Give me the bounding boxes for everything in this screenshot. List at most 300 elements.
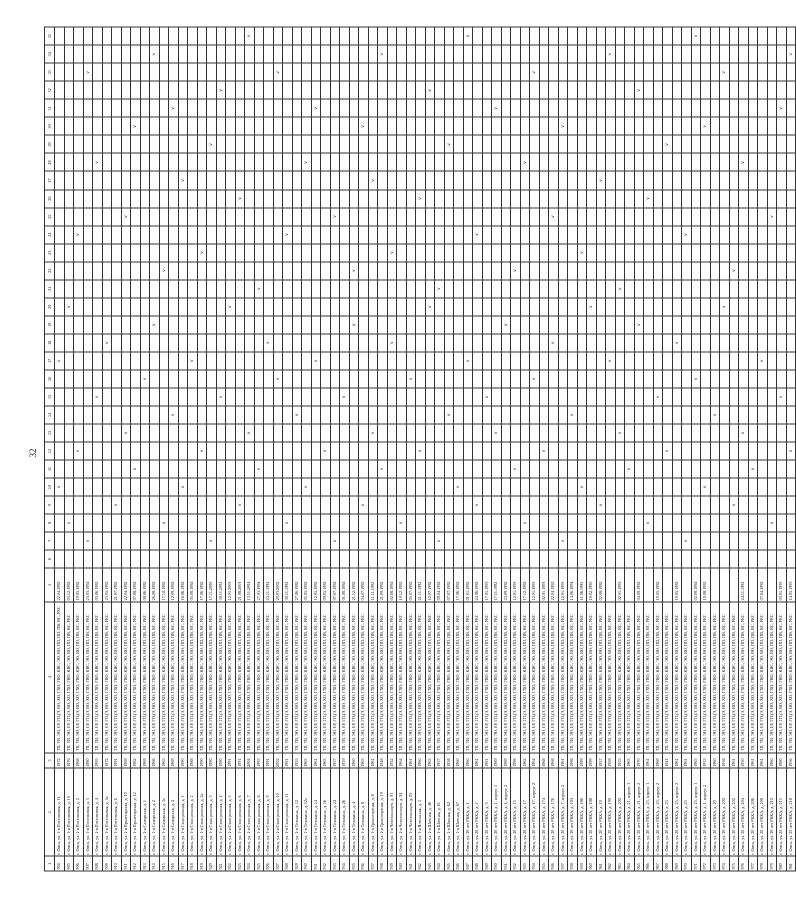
- empty-flag-cell: [672, 207, 682, 225]
- row-number-cell: 967: [653, 856, 663, 871]
- address-cell: г. Омск, ул. 20 лет РККА, д. 25, корпус 1: [691, 768, 701, 856]
- empty-flag-cell: [653, 207, 663, 225]
- empty-flag-cell: [539, 423, 549, 441]
- row-number-cell: 979: [767, 856, 777, 871]
- empty-flag-cell: [435, 423, 445, 441]
- empty-flag-cell: [606, 387, 616, 405]
- empty-flag-cell: [682, 189, 692, 207]
- empty-flag-cell: [758, 531, 768, 549]
- address-cell: г. Омск, ул. 1-я Самарская, д. 3а: [159, 768, 169, 856]
- empty-flag-cell: [387, 351, 397, 369]
- empty-flag-cell: [188, 171, 198, 189]
- check-mark: v: [644, 513, 654, 531]
- empty-flag-cell: [615, 63, 625, 81]
- empty-flag-cell: [197, 117, 207, 135]
- empty-flag-cell: [207, 81, 217, 99]
- column-header: 11: [45, 460, 55, 478]
- empty-flag-cell: [55, 279, 65, 297]
- empty-flag-cell: [245, 225, 255, 243]
- empty-flag-cell: [435, 27, 445, 45]
- empty-flag-cell: [64, 27, 74, 45]
- empty-flag-cell: [283, 405, 293, 423]
- systems-cell: ТП, ТВ, ЭО, ЕР, ГП,(Э, ВО, ХО, ГХО, ГВО, КВС, ЭО, ВО, ПП, ПВ, ВС, РКС: [691, 601, 701, 752]
- empty-flag-cell: [406, 207, 416, 225]
- empty-flag-cell: [644, 351, 654, 369]
- empty-flag-cell: [539, 351, 549, 369]
- column-header: 13: [45, 423, 55, 441]
- empty-flag-cell: [283, 153, 293, 171]
- empty-flag-cell: [511, 279, 521, 297]
- empty-flag-cell: [74, 369, 84, 387]
- empty-flag-cell: [330, 117, 340, 135]
- empty-flag-cell: [368, 225, 378, 243]
- empty-flag-cell: [311, 27, 321, 45]
- column-header: 14: [45, 405, 55, 423]
- empty-flag-cell: [511, 549, 521, 567]
- empty-flag-cell: [264, 496, 274, 514]
- empty-flag-cell: [520, 243, 530, 261]
- empty-flag-cell: [596, 315, 606, 333]
- empty-flag-cell: [606, 531, 616, 549]
- year-cell: 1957: [330, 752, 340, 768]
- empty-flag-cell: [321, 45, 331, 63]
- empty-flag-cell: [264, 351, 274, 369]
- empty-flag-cell: [178, 513, 188, 531]
- address-cell: г. Омск, ул. 20 лет РККА, д. 206: [748, 768, 758, 856]
- empty-flag-cell: [112, 45, 122, 63]
- empty-flag-cell: [663, 117, 673, 135]
- empty-flag-cell: [159, 496, 169, 514]
- check-mark: v: [606, 351, 616, 369]
- empty-flag-cell: [777, 405, 787, 423]
- table-row: [397, 27, 407, 871]
- empty-flag-cell: [387, 225, 397, 243]
- empty-flag-cell: [587, 496, 597, 514]
- empty-flag-cell: [264, 261, 274, 279]
- empty-flag-cell: [577, 333, 587, 351]
- empty-flag-cell: [159, 531, 169, 549]
- empty-flag-cell: [302, 27, 312, 45]
- empty-flag-cell: [634, 153, 644, 171]
- table-row: [150, 27, 160, 871]
- empty-flag-cell: [406, 423, 416, 441]
- empty-flag-cell: [473, 351, 483, 369]
- date-cell: 22.04.1992: [549, 567, 559, 601]
- empty-flag-cell: [131, 189, 141, 207]
- empty-flag-cell: [701, 297, 711, 315]
- systems-cell: ТП, ТВ, ЭО, ЕР, ГП,(Э, ВО, ХО, ГХО, ГВО, КВС, ЭО, ВО, ПП, ПВ, ВС, РКС: [549, 601, 559, 752]
- empty-flag-cell: [777, 261, 787, 279]
- empty-flag-cell: [188, 423, 198, 441]
- empty-flag-cell: [302, 261, 312, 279]
- empty-flag-cell: [501, 441, 511, 459]
- empty-flag-cell: [340, 117, 350, 135]
- year-cell: 1958: [720, 752, 730, 768]
- empty-flag-cell: [454, 387, 464, 405]
- empty-flag-cell: [568, 135, 578, 153]
- empty-flag-cell: [587, 27, 597, 45]
- empty-flag-cell: [188, 225, 198, 243]
- empty-flag-cell: [777, 45, 787, 63]
- empty-flag-cell: [653, 478, 663, 496]
- empty-flag-cell: [340, 63, 350, 81]
- empty-flag-cell: [311, 81, 321, 99]
- empty-flag-cell: [83, 478, 93, 496]
- empty-flag-cell: [397, 423, 407, 441]
- table-row: [501, 27, 511, 871]
- column-header: 19: [45, 315, 55, 333]
- empty-flag-cell: [549, 45, 559, 63]
- empty-flag-cell: [121, 441, 131, 459]
- empty-flag-cell: [691, 549, 701, 567]
- empty-flag-cell: [587, 207, 597, 225]
- empty-flag-cell: [444, 171, 454, 189]
- empty-flag-cell: [292, 531, 302, 549]
- empty-flag-cell: [254, 261, 264, 279]
- empty-flag-cell: [55, 405, 65, 423]
- empty-flag-cell: [159, 351, 169, 369]
- empty-flag-cell: [112, 117, 122, 135]
- year-cell: 1990: [216, 752, 226, 768]
- empty-flag-cell: [226, 189, 236, 207]
- empty-flag-cell: [387, 441, 397, 459]
- empty-flag-cell: [739, 135, 749, 153]
- empty-flag-cell: [55, 63, 65, 81]
- empty-flag-cell: [378, 135, 388, 153]
- empty-flag-cell: [349, 531, 359, 549]
- check-mark: v: [663, 441, 673, 459]
- date-cell: 07.07.1992: [444, 567, 454, 601]
- empty-flag-cell: [102, 279, 112, 297]
- empty-flag-cell: [55, 243, 65, 261]
- check-mark: v: [615, 279, 625, 297]
- column-header: 32: [45, 81, 55, 99]
- empty-flag-cell: [748, 351, 758, 369]
- address-cell: г. Омск, ул. 20 лет РККА, д. 19: [596, 768, 606, 856]
- empty-flag-cell: [492, 369, 502, 387]
- empty-flag-cell: [321, 549, 331, 567]
- empty-flag-cell: [539, 261, 549, 279]
- date-cell: [663, 567, 673, 601]
- empty-flag-cell: [359, 441, 369, 459]
- empty-flag-cell: [245, 297, 255, 315]
- empty-flag-cell: [197, 279, 207, 297]
- empty-flag-cell: [653, 153, 663, 171]
- empty-flag-cell: [397, 117, 407, 135]
- empty-flag-cell: [197, 81, 207, 99]
- empty-flag-cell: [330, 387, 340, 405]
- empty-flag-cell: [587, 135, 597, 153]
- empty-flag-cell: [169, 478, 179, 496]
- empty-flag-cell: [435, 549, 445, 567]
- empty-flag-cell: [387, 207, 397, 225]
- row-number-cell: 925: [254, 856, 264, 871]
- empty-flag-cell: [615, 135, 625, 153]
- empty-flag-cell: [368, 63, 378, 81]
- empty-flag-cell: [254, 297, 264, 315]
- empty-flag-cell: [64, 189, 74, 207]
- empty-flag-cell: [492, 261, 502, 279]
- empty-flag-cell: [786, 387, 796, 405]
- empty-flag-cell: [568, 279, 578, 297]
- empty-flag-cell: [558, 189, 568, 207]
- empty-flag-cell: [644, 333, 654, 351]
- empty-flag-cell: [349, 405, 359, 423]
- empty-flag-cell: [739, 405, 749, 423]
- empty-flag-cell: [112, 478, 122, 496]
- address-cell: г. Омск, ул. 1-я Тельмана, д. 8: [359, 768, 369, 856]
- empty-flag-cell: [140, 135, 150, 153]
- empty-flag-cell: [273, 478, 283, 496]
- empty-flag-cell: [93, 297, 103, 315]
- empty-flag-cell: [729, 279, 739, 297]
- table-row: [321, 27, 331, 871]
- check-mark: v: [701, 117, 711, 135]
- empty-flag-cell: [397, 153, 407, 171]
- systems-cell: ТП, ТВ, ЭО, ЕР, ГП,(Э, ВО, ХО, ГХО, ГВО, КВС, ЭО, ВО, ПП, ПВ, ВС, РКС: [501, 601, 511, 752]
- empty-flag-cell: [197, 297, 207, 315]
- column-header: 30: [45, 117, 55, 135]
- empty-flag-cell: [283, 369, 293, 387]
- empty-flag-cell: [340, 441, 350, 459]
- empty-flag-cell: [625, 243, 635, 261]
- empty-flag-cell: [454, 460, 464, 478]
- row-number-cell: 935: [349, 856, 359, 871]
- empty-flag-cell: [444, 441, 454, 459]
- check-mark: v: [169, 405, 179, 423]
- empty-flag-cell: [625, 478, 635, 496]
- empty-flag-cell: [416, 171, 426, 189]
- date-cell: 02.01.1993: [615, 567, 625, 601]
- empty-flag-cell: [530, 478, 540, 496]
- empty-flag-cell: [672, 27, 682, 45]
- date-cell: 22.04.1992: [121, 567, 131, 601]
- empty-flag-cell: [710, 369, 720, 387]
- table-row: [406, 27, 416, 871]
- empty-flag-cell: [729, 99, 739, 117]
- empty-flag-cell: [748, 333, 758, 351]
- row-number-cell: 916: [169, 856, 179, 871]
- empty-flag-cell: [767, 496, 777, 514]
- empty-flag-cell: [245, 369, 255, 387]
- empty-flag-cell: [302, 549, 312, 567]
- check-mark: v: [767, 513, 777, 531]
- empty-flag-cell: [235, 63, 245, 81]
- date-cell: 17.01.1993: [482, 567, 492, 601]
- systems-cell: ТП, ТВ, ЭО, ЕР, ГП,(Э, ВО, ХО, ГХО, ГВО, КВС, ЭО, ВО, ПП, ПВ, ВС, РКС: [226, 601, 236, 752]
- empty-flag-cell: [245, 513, 255, 531]
- empty-flag-cell: [321, 27, 331, 45]
- empty-flag-cell: [150, 441, 160, 459]
- empty-flag-cell: [378, 531, 388, 549]
- empty-flag-cell: [311, 189, 321, 207]
- empty-flag-cell: [653, 496, 663, 514]
- empty-flag-cell: [596, 189, 606, 207]
- empty-flag-cell: [539, 531, 549, 549]
- empty-flag-cell: [226, 63, 236, 81]
- year-cell: 2002: [273, 752, 283, 768]
- empty-flag-cell: [235, 351, 245, 369]
- empty-flag-cell: [264, 531, 274, 549]
- year-cell: 1968: [74, 752, 84, 768]
- table-row: [83, 27, 93, 871]
- empty-flag-cell: [482, 297, 492, 315]
- empty-flag-cell: [150, 531, 160, 549]
- column-header: 20: [45, 297, 55, 315]
- empty-flag-cell: [463, 153, 473, 171]
- empty-flag-cell: [729, 315, 739, 333]
- empty-flag-cell: [292, 513, 302, 531]
- address-cell: г. Омск, ул. 20 лет РККА, д. 186: [577, 768, 587, 856]
- row-number-cell: 963: [615, 856, 625, 871]
- empty-flag-cell: [425, 171, 435, 189]
- empty-flag-cell: [606, 423, 616, 441]
- empty-flag-cell: [140, 496, 150, 514]
- empty-flag-cell: [264, 99, 274, 117]
- empty-flag-cell: [501, 423, 511, 441]
- empty-flag-cell: [473, 27, 483, 45]
- row-number-cell: 936: [359, 856, 369, 871]
- empty-flag-cell: [226, 351, 236, 369]
- empty-flag-cell: [102, 27, 112, 45]
- empty-flag-cell: [188, 99, 198, 117]
- empty-flag-cell: [131, 369, 141, 387]
- empty-flag-cell: [397, 387, 407, 405]
- empty-flag-cell: [539, 460, 549, 478]
- empty-flag-cell: [64, 423, 74, 441]
- empty-flag-cell: [302, 135, 312, 153]
- check-mark: v: [140, 369, 150, 387]
- empty-flag-cell: [207, 315, 217, 333]
- empty-flag-cell: [444, 81, 454, 99]
- table-row: [102, 27, 112, 871]
- year-cell: 1989: [501, 752, 511, 768]
- empty-flag-cell: [83, 297, 93, 315]
- empty-flag-cell: [188, 513, 198, 531]
- empty-flag-cell: [786, 207, 796, 225]
- empty-flag-cell: [235, 207, 245, 225]
- empty-flag-cell: [511, 99, 521, 117]
- empty-flag-cell: [473, 63, 483, 81]
- empty-flag-cell: [55, 27, 65, 45]
- empty-flag-cell: [634, 513, 644, 531]
- row-number-cell: 913: [140, 856, 150, 871]
- empty-flag-cell: [577, 207, 587, 225]
- empty-flag-cell: [501, 81, 511, 99]
- empty-flag-cell: [387, 531, 397, 549]
- empty-flag-cell: [596, 81, 606, 99]
- check-mark: v: [121, 423, 131, 441]
- systems-cell: ТП, ТВ, ЭО, ЕР, ГП,(Э, ВО, ХО, ГХО, ГВО, КВС, ЭО, ВО, ПП, ПВ, ВС, РКС: [406, 601, 416, 752]
- empty-flag-cell: [131, 297, 141, 315]
- empty-flag-cell: [368, 297, 378, 315]
- empty-flag-cell: [387, 189, 397, 207]
- empty-flag-cell: [501, 478, 511, 496]
- empty-flag-cell: [102, 171, 112, 189]
- empty-flag-cell: [482, 369, 492, 387]
- empty-flag-cell: [634, 369, 644, 387]
- empty-flag-cell: [406, 460, 416, 478]
- year-cell: 1957: [435, 752, 445, 768]
- empty-flag-cell: [169, 81, 179, 99]
- empty-flag-cell: [587, 333, 597, 351]
- date-cell: 30.11.2002: [216, 567, 226, 601]
- row-number-cell: 960: [587, 856, 597, 871]
- empty-flag-cell: [606, 261, 616, 279]
- empty-flag-cell: [473, 261, 483, 279]
- empty-flag-cell: [121, 27, 131, 45]
- table-row: [359, 27, 369, 871]
- empty-flag-cell: [511, 225, 521, 243]
- table-row: [188, 27, 198, 871]
- empty-flag-cell: [587, 45, 597, 63]
- check-mark: v: [302, 478, 312, 496]
- empty-flag-cell: [112, 189, 122, 207]
- empty-flag-cell: [102, 531, 112, 549]
- empty-flag-cell: [568, 441, 578, 459]
- empty-flag-cell: [691, 351, 701, 369]
- empty-flag-cell: [140, 460, 150, 478]
- empty-flag-cell: [682, 153, 692, 171]
- date-cell: [644, 567, 654, 601]
- empty-flag-cell: [615, 261, 625, 279]
- empty-flag-cell: [64, 171, 74, 189]
- empty-flag-cell: [758, 513, 768, 531]
- empty-flag-cell: [530, 135, 540, 153]
- empty-flag-cell: [492, 460, 502, 478]
- empty-flag-cell: [387, 513, 397, 531]
- check-mark: v: [416, 441, 426, 459]
- check-mark: v: [444, 405, 454, 423]
- empty-flag-cell: [625, 81, 635, 99]
- empty-flag-cell: [121, 460, 131, 478]
- row-number-cell: 970: [682, 856, 692, 871]
- empty-flag-cell: [663, 207, 673, 225]
- empty-flag-cell: [644, 45, 654, 63]
- empty-flag-cell: [159, 369, 169, 387]
- empty-flag-cell: [83, 153, 93, 171]
- empty-flag-cell: [435, 297, 445, 315]
- empty-flag-cell: [359, 135, 369, 153]
- empty-flag-cell: [653, 423, 663, 441]
- empty-flag-cell: [625, 423, 635, 441]
- row-number-cell: 928: [283, 856, 293, 871]
- year-cell: 1965: [691, 752, 701, 768]
- empty-flag-cell: [549, 117, 559, 135]
- empty-flag-cell: [273, 207, 283, 225]
- empty-flag-cell: [359, 153, 369, 171]
- table-row: [74, 27, 84, 871]
- empty-flag-cell: [102, 45, 112, 63]
- empty-flag-cell: [549, 351, 559, 369]
- empty-flag-cell: [102, 207, 112, 225]
- empty-flag-cell: [150, 387, 160, 405]
- empty-flag-cell: [368, 135, 378, 153]
- address-cell: г. Омск, ул. 20 лет РККА, д. 1, корпус 1: [492, 768, 502, 856]
- systems-cell: ТП, ТВ, ЭО, ЕР, ГП,(Э, ВО, ХО, ГХО, ГВО, КВС, ЭО, ВО, ПП, ПВ, ВС, РКС: [739, 601, 749, 752]
- table-row: [644, 27, 654, 871]
- empty-flag-cell: [710, 441, 720, 459]
- empty-flag-cell: [64, 117, 74, 135]
- empty-flag-cell: [606, 225, 616, 243]
- year-cell: 1964: [530, 752, 540, 768]
- empty-flag-cell: [273, 441, 283, 459]
- empty-flag-cell: [777, 225, 787, 243]
- empty-flag-cell: [169, 531, 179, 549]
- empty-flag-cell: [140, 243, 150, 261]
- row-number-cell: 911: [121, 856, 131, 871]
- check-mark: v: [273, 63, 283, 81]
